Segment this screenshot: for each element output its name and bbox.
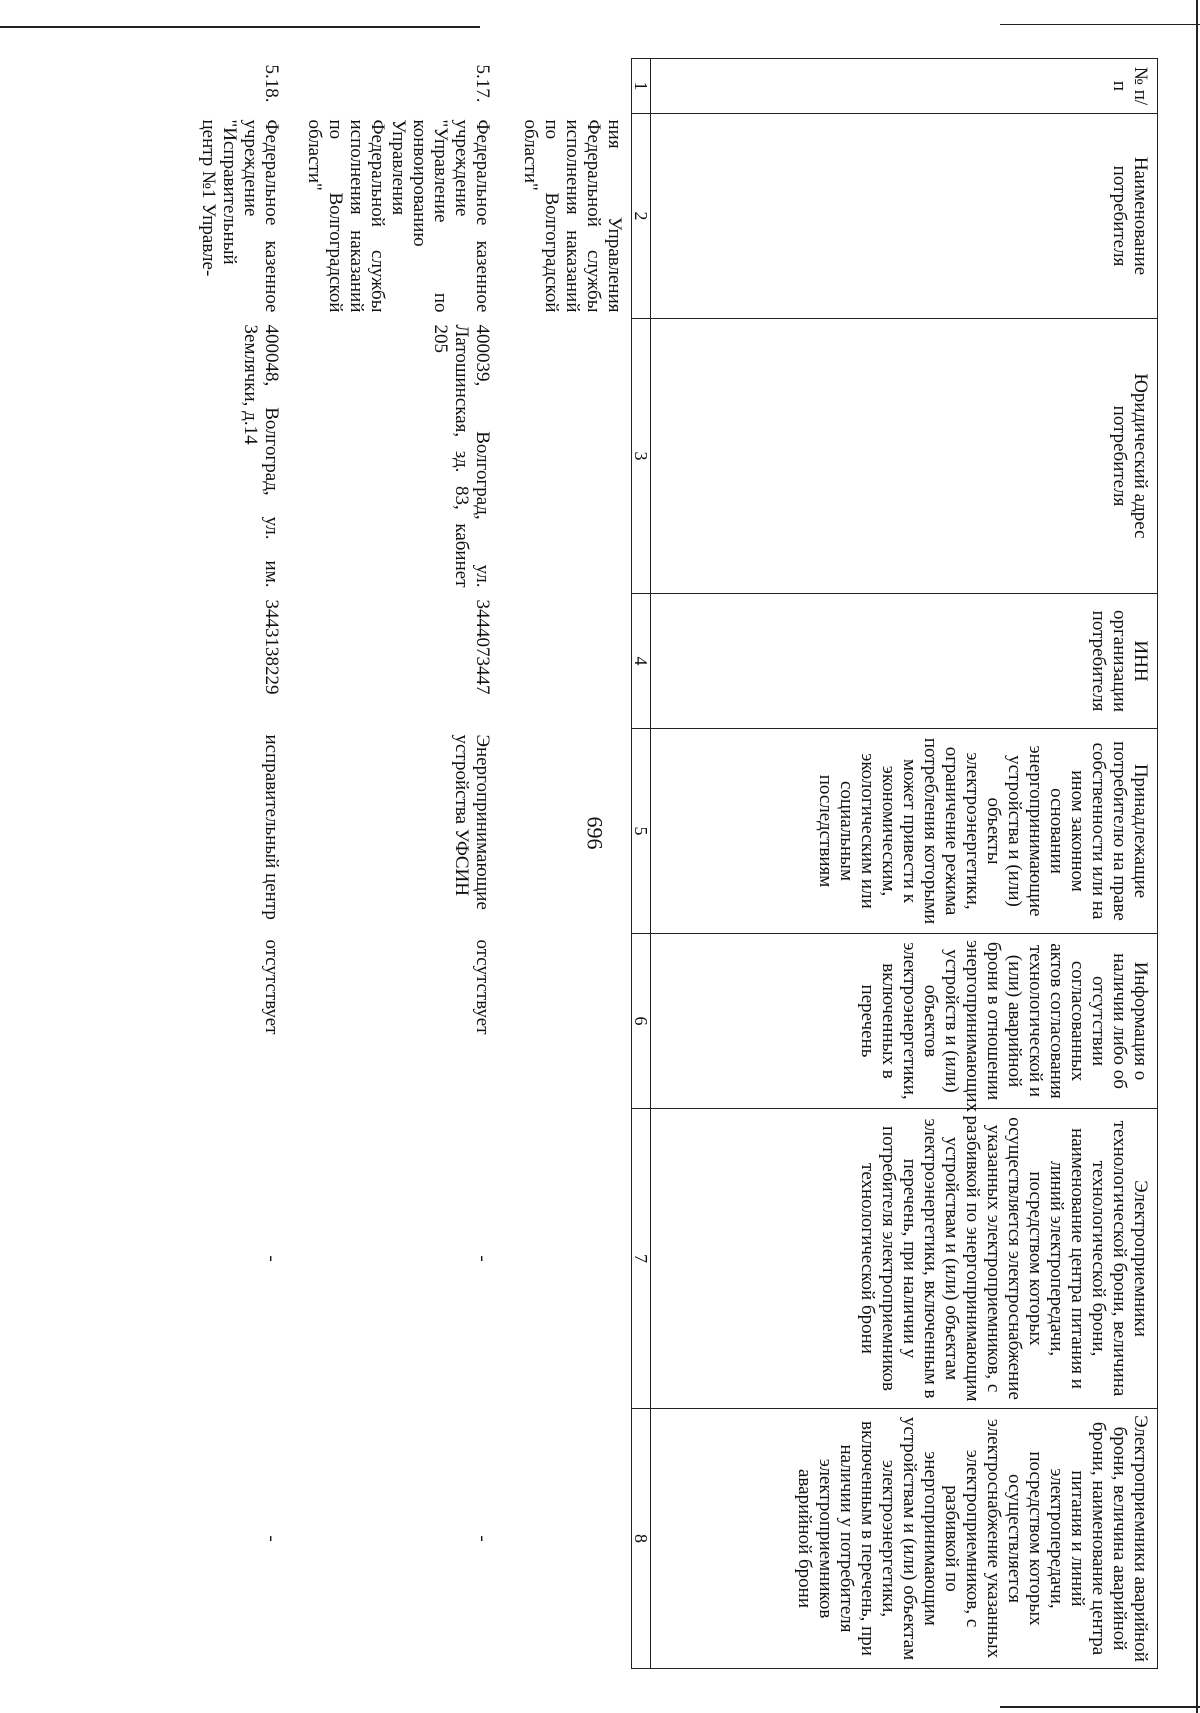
header-tech-reserve: Электроприемники технологической брони, величина технологической брони, наименование центра питания и линий электропередачи, посредством которых осуществляется электроснабжение указанных электроприемников, с разбивкой по энергопринимающим устройствам и (или) объектам электроэнергетики, включенным в перечень, при наличии у потребителя электроприемников технологической брони bbox=[651, 1109, 1158, 1409]
scan-edge-right bbox=[1196, 0, 1198, 1713]
header-acts: Информация о наличии либо об отсутствии согласованных актов согласования технологической и (или) аварийной брони в отношении энергопринимающих устройств и (или) объектов электроэнергетики, включенных в перечень bbox=[651, 934, 1158, 1109]
header-num: № п/п bbox=[651, 59, 1158, 114]
cell-tech: - bbox=[261, 1255, 282, 1262]
column-number: 2 bbox=[632, 114, 651, 319]
cell-devices bbox=[515, 729, 632, 934]
scan-edge-top-right bbox=[1000, 24, 1200, 25]
cell-name: ния Управления Федеральной службы исполнения наказаний по Волгоградской области" bbox=[520, 119, 625, 313]
column-number: 1 bbox=[632, 59, 651, 114]
column-number: 6 bbox=[632, 934, 651, 1109]
column-number: 4 bbox=[632, 594, 651, 729]
column-number: 3 bbox=[632, 319, 651, 594]
column-number: 8 bbox=[632, 1409, 651, 1669]
header-name: Наименование потребителя bbox=[651, 114, 1158, 319]
cell-inn: 3444073447 bbox=[472, 599, 493, 695]
cell-inn bbox=[515, 594, 632, 729]
rotated-page-content bbox=[198, 58, 1158, 1668]
cell-devices: исправительный центр bbox=[261, 734, 282, 920]
scan-edge-bottom bbox=[1000, 1706, 1200, 1708]
header-devices: Принадлежащие потребителю на праве собственности или на ином законном основании энергопринимающие устройства и (или) объекты электроэнергетики, ограничение режима потребления которыми может привести к экономическим, экологическим или социальным последствиям bbox=[651, 729, 1158, 934]
cell-tech bbox=[515, 1109, 632, 1409]
cell-emerg bbox=[515, 1409, 632, 1669]
cell-address: 400039, Волгоград, ул. Латошинская, зд. 83, кабинет 205 bbox=[430, 324, 493, 588]
cell-emerg: - bbox=[472, 1535, 493, 1542]
header-emergency-reserve: Электроприемники аварийной брони, величина аварийной брони, наименование центра питания и линий электропередачи, посредством которых осуществляется электроснабжение указанных электроприемников, с разбивкой по энергопринимающим устройствам и (или) объектам электроэнергетики, включенным в перечень, при наличии у потребителя электроприемников аварийной брони bbox=[651, 1409, 1158, 1669]
cell-emerg: - bbox=[261, 1535, 282, 1542]
table-row bbox=[304, 59, 515, 1669]
header-row bbox=[651, 59, 1158, 1669]
cell-devices: Энергопринимающие устройства УФСИН bbox=[451, 734, 493, 910]
column-number-row bbox=[632, 59, 651, 1669]
cell-inn: 3443138229 bbox=[261, 599, 282, 695]
cell-address bbox=[515, 319, 632, 594]
cell-num: 5.17. bbox=[472, 64, 493, 103]
table-row-continuation bbox=[515, 59, 632, 1669]
cell-acts: отсутствует bbox=[261, 939, 282, 1035]
cell-acts bbox=[515, 934, 632, 1109]
table-row bbox=[198, 59, 304, 1669]
cell-acts: отсутствует bbox=[472, 939, 493, 1035]
scan-edge-top bbox=[0, 26, 480, 28]
column-number: 5 bbox=[632, 729, 651, 934]
page-number: 696 bbox=[582, 816, 608, 850]
consumer-table bbox=[198, 58, 1158, 1669]
header-address: Юридический адрес потребителя bbox=[651, 319, 1158, 594]
column-number: 7 bbox=[632, 1109, 651, 1409]
cell-name: Федеральное казенное учреждение "Управление по конвоированию Управления Федеральной службы исполнения наказаний по Волгоградской области" bbox=[304, 119, 493, 313]
cell-name: Федеральное казенное учреждение "Исправительный центр №1 Управле- bbox=[198, 119, 282, 313]
cell-address: 400048, Волгоград, ул. им. Землячки, д.14 bbox=[240, 324, 282, 588]
cell-num bbox=[515, 59, 632, 114]
cell-tech: - bbox=[472, 1255, 493, 1262]
cell-num: 5.18. bbox=[261, 64, 282, 103]
header-inn: ИНН организации потребителя bbox=[651, 594, 1158, 729]
